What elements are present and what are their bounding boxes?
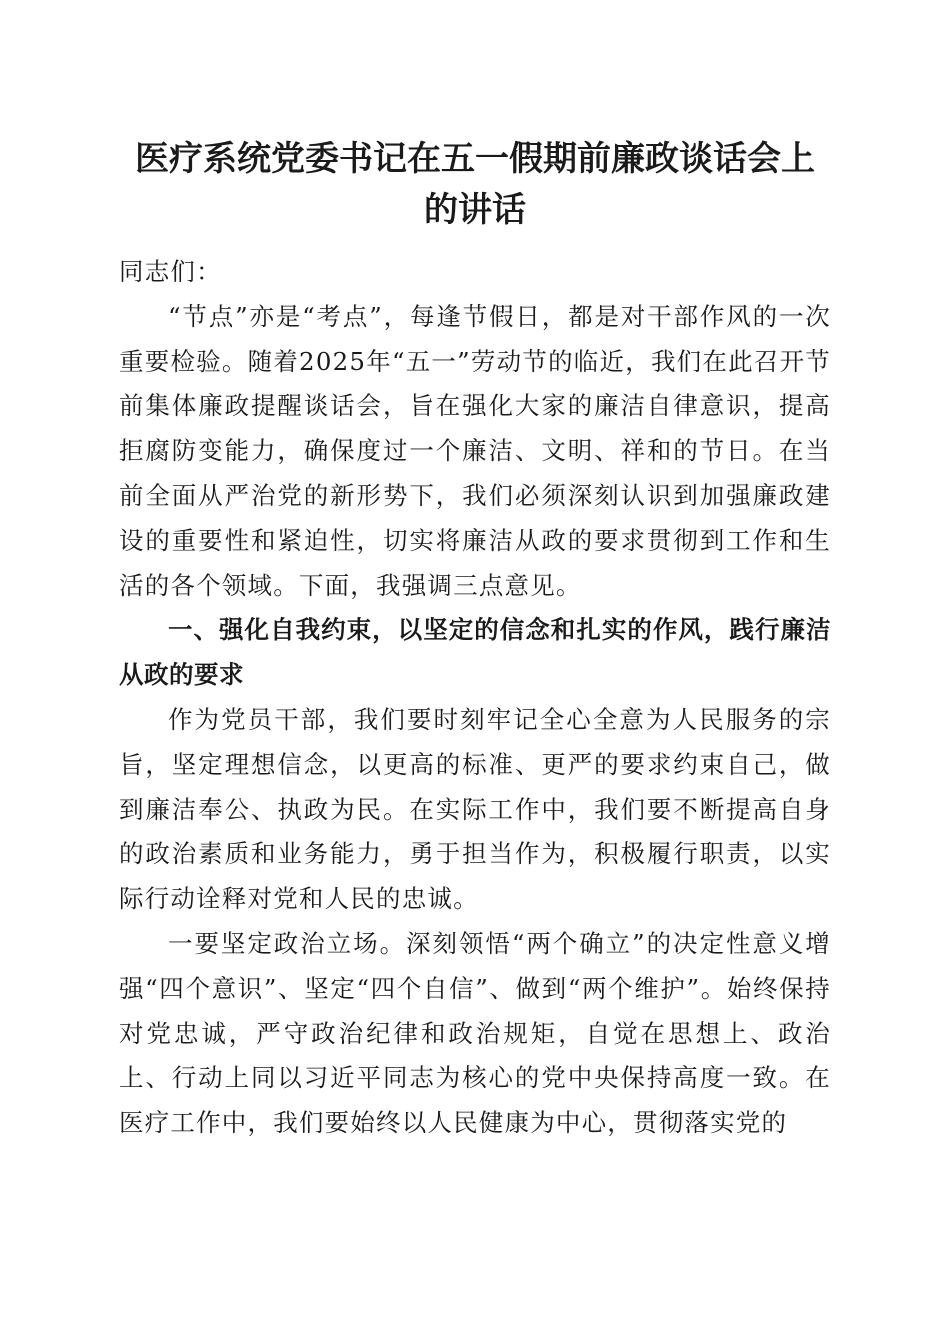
paragraph-point-1: 一要坚定政治立场。深刻领悟“两个确立”的决定性意义增强“四个意识”、坚定“四个自信”、做到“两个维护”。始终保持对党忠诚，严守政治纪律和政治规矩，自觉在思想上、政治上、行动上同以习近平同志为核心的党中央保持高度一致。在医疗工作中，我们要始终以人民健康为中心，贯彻落实党的 [119,928,831,1138]
section-heading-1: 一、强化自我约束，以坚定的信念和扎实的作风，践行廉洁从政的要求 [119,615,831,690]
salutation: 同志们： [119,257,222,286]
document-title-line-2: 的讲话 [424,190,526,230]
document-title-line-1: 医疗系统党委书记在五一假期前廉政谈话会上 [135,139,815,179]
paragraph-section-1: 作为党员干部，我们要时刻牢记全心全意为人民服务的宗旨，坚定理想信念，以更高的标准、更严的要求约束自己，做到廉洁奉公、执政为民。在实际工作中，我们要不断提高自身的政治素质和业务能力，勇于担当作为，积极履行职责，以实际行动诠释对党和人民的忠诚。 [119,704,831,914]
paragraph-intro: “节点”亦是“考点”，每逢节假日，都是对干部作风的一次重要检验。随着2025年“五一”劳动节的临近，我们在此召开节前集体廉政提醒谈话会，旨在强化大家的廉洁自律意识，提高拒腐防变能力，确保度过一个廉洁、文明、祥和的节日。在当前全面从严治党的新形势下，我们必须深刻认识到加强廉政建设的重要性和紧迫性，切实将廉洁从政的要求贯彻到工作和生活的各个领域。下面，我强调三点意见。 [119,301,831,600]
document-title [100,134,850,236]
document-body [119,250,831,1146]
